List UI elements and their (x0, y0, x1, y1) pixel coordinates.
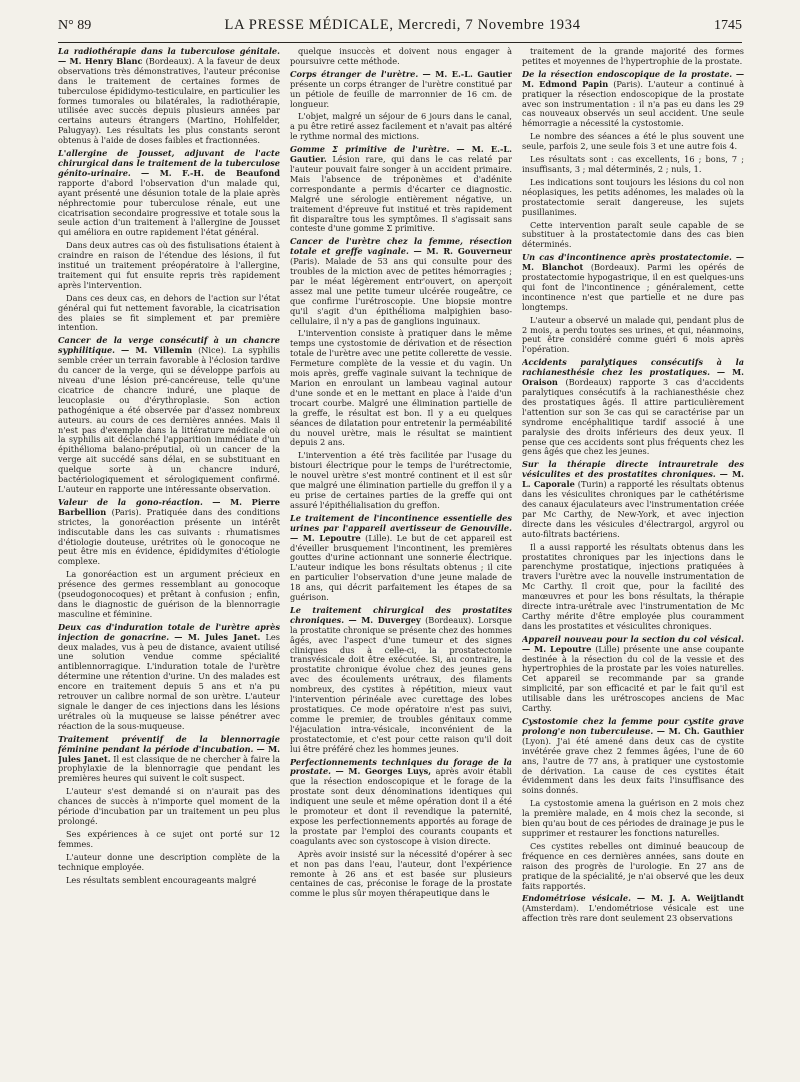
article-body: Dans ces deux cas, en dehors de l'action sur l'état général qui fut nettement favorable, la cicatrisation des plaies se fit simplement et par première intention. (58, 292, 280, 333)
article-body: Il a aussi rapporté les résultats obtenus dans les prostatites chroniques par les injections dans le parenchyme prostatique, injections pratiquées à travers l'urètre avec la nouvelle instrumentation de Mc Carthy. Il croit que, pour la facilité des manœuvres et pour les bons résultats, la thérapie directe intra-urétrale avec l'instrumentation de Mc Carthy mérite d'être employée plus couramment dans les prostatites et vésiculites chroniques. (522, 541, 744, 631)
article-body: Les résultats sont : cas excellents, 16 ; bons, 7 ; insuffisants, 3 ; mal déterminés, 2 ; nuls, 1. (522, 154, 744, 174)
article-body: Après avoir insisté sur la nécessité d'opérer à sec et non pas dans l'eau, l'auteur, dont l'expérience remonte à 26 ans et est basée sur plusieurs centaines de cas, préconise le forage de la prostate comme le plus sûr moyen thérapeutique dans le (290, 848, 512, 899)
article-body: (Paris). Malade de 53 ans qui consulte pour des troubles de la miction avec de petites hémorragies ; par le méat légèrement entr'ouvert, on aperçoit assez mal une petite tumeur ulcérée rougeâtre, ce que confirme l'urétroscopie. Une biopsie montre qu'il s'agit d'un épithélioma malpighien baso-cellulaire, il n'y a pas de ganglions inguinaux. (290, 256, 512, 326)
article-author: — M. Jules Janet. (174, 631, 261, 642)
article (290, 758, 512, 847)
paragraph (522, 221, 744, 251)
article (58, 336, 280, 495)
paragraph (58, 787, 280, 827)
article (290, 514, 512, 603)
issue-number: N° 89 (58, 18, 92, 33)
article-author: — M. F.-H. de Beaufond (141, 167, 280, 178)
article-author: — M. J. A. Weijtlandt (636, 893, 744, 904)
article-heading: Deux cas d'induration totale de l'urètre après injection de gonacrine. (58, 621, 280, 642)
article-body: rapporte d'abord l'observation d'un malade qui, ayant présenté une désunion totale de la plaie après néphrectomie pour tuberculose rénale, eut une cicatrisation secondaire progressive et totale sous la seule action d'un traitement à l'allergine de Jousset qui améliora en outre rapidement l'état général. (58, 177, 280, 238)
article-author: — M. Ch. Gauthier (656, 725, 744, 736)
paragraph (522, 543, 744, 632)
article-body: présente un corps étranger de l'urètre constitué par un pétiole de feuille de marronnier de 16 cm. de longueur. (290, 78, 512, 109)
article (290, 237, 512, 326)
article-heading: Endométriose vésicale. (522, 893, 631, 904)
article-heading: De la résection endoscopique de la prostate. (522, 68, 733, 79)
paragraph (290, 112, 512, 142)
article-heading: Perfectionnements techniques du forage de la prostate. (290, 756, 512, 777)
article-author: — M. Georges Luys, (335, 766, 432, 777)
article-body: (Nice). La syphilis semble créer un terrain favorable à l'éclosion tardive du cancer de la verge, qui se développe parfois au niveau d'une lésion pré-cancéreuse, telle qu'une cicatrice de chancre induré, une plaque de leucoplasie ou d'érythroplasie. Son action pathogénique a été observée par d'assez nombreux auteurs. au cours de ces dernières années. Mais il n'est pas d'exemple dans la littérature médicale où la syphilis ait déclanché l'apparition immédiate d'un épithélioma balano-préputial, où un cancer de la verge ait succédé sans délai, en se substituant en quelque sorte à un chancre induré, bactériologiquement et sérologiquement confirmé. L'auteur en rapporte une intéressante observation. (58, 345, 280, 494)
article-body: (Bordeaux). Parmi les opérés de prostatectomie hypogastrique, il en est quelques-uns qui font de l'incontinence ; généralement, cette incontinence n'est que partielle et ne dure pas longtemps. (522, 262, 744, 312)
article (522, 358, 744, 457)
article-body: Ses expériences à ce sujet ont porté sur 12 femmes. (58, 828, 280, 849)
article (58, 623, 280, 732)
paragraph (522, 155, 744, 175)
header-rule (58, 42, 742, 43)
article (290, 145, 512, 234)
article-body: Cette intervention paraît seule capable de se substituer à la prostatectomie dans des cas bien déterminés. (522, 219, 744, 250)
paragraph (290, 451, 512, 510)
column-2 (290, 47, 512, 1077)
paragraph (522, 132, 744, 152)
article-heading: Valeur de la gono-réaction. (58, 496, 203, 507)
article-body: L'auteur donne une description complète de la technique employée. (58, 851, 280, 872)
article-body: Ces cystites rebelles ont diminué beaucoup de fréquence en ces dernières années, sans doute en raison des progrès de l'urologie. En 27 ans de pratique de la spécialité, je n'ai observé que les deux faits rapportés. (522, 840, 744, 891)
article-body: La gonoréaction est un argument précieux en présence des germes ressemblant au gonocoque (pseudogonocoques) et prêtant à confusion ; enfin, dans le diagnostic de guérison de la blennorragie masculine et féminine. (58, 569, 280, 619)
article (58, 149, 280, 238)
article-author: — M. Duvergey (348, 614, 421, 625)
paragraph (290, 329, 512, 448)
article-author: — M. Lepoutre (290, 532, 361, 543)
article-heading: Sur la thérapie directe intrauretrale des vésiculites et des prostatites chroniques. (522, 459, 744, 480)
paragraph (58, 570, 280, 620)
article-author: — M. E.-L. Gautier (422, 68, 512, 79)
article-body: (Lille). Le but de cet appareil est d'éveiller brusquement l'incontinent, les premières gouttes d'urine actionnant une sonnerie électrique. L'auteur indique les bons résultats obtenus ; il cite en particulier l'observation d'une jeune malade de 18 ans, qui décrit parfaitement les étapes de sa guérison. (290, 532, 512, 603)
article-body: L'auteur a observé un malade qui, pendant plus de 2 mois, a perdu toutes ses urines, et qui, néanmoins, peut être considéré comme guéri 6 mois après l'opération. (522, 314, 744, 355)
article-heading: La radiothérapie dans la tuberculose génitale. (58, 47, 280, 56)
article-body: Les indications sont toujours les lésions du col non néoplasiques, les petits adénomes, les malades où la prostatectomie serait dangereuse, les sujets pusillanimes. (522, 176, 744, 217)
paragraph (522, 47, 744, 67)
article-body: (Bordeaux). Lorsque la prostatite chronique se présente chez des hommes âgés, avec l'aspect d'une tumeur et des signes cliniques dus à celle-ci, la prostatectomie transvésicale doit être exécutée. Si, au contraire, la prostatite chronique évolue chez des jeunes gens avec des écoulements urétraux, des filaments nombreux, des cystites à répétition, mieux vaut l'intervention périnéale avec curettage des lobes prostatiques. Ce mode opératoire n'est pas suivi, comme le premier, de troubles génitaux comme l'éjaculation intra-vésicale, inconvénient de la prostatectomie, et c'est pour cette raison qu'il doit lui être préféré chez les hommes jeunes. (290, 614, 512, 754)
article-heading: Gomme Σ primitive de l'urètre. (290, 144, 450, 155)
text-columns (58, 47, 744, 1077)
article (522, 460, 744, 539)
article-body: (Bordeaux). A la faveur de deux observations très démonstratives, l'auteur préconise dans le traitement de certaines formes de tuberculose épididymo-testiculaire, en particulier les formes tumorales ou bilatérales, la radiothérapie, utilisée avec succès depuis plusieurs années par certains auteurs étrangers (Martino, Hohlfelder, Palugyay). Les résultats les plus constants seront obtenus à l'aide de doses faibles et fractionnées. (58, 55, 280, 146)
paragraph (522, 316, 744, 356)
article-author: — M. Lepoutre (522, 643, 592, 654)
paragraph (58, 294, 280, 334)
article-body: (Paris). Pratiquée dans des conditions strictes, la gonoréaction présente un intérêt indiscutable dans les cas suivants : rhumatismes d'étiologie douteuse, urétrites où le gonocoque ne peut être mis en évidence, épididymites d'étiologie complexe. (58, 506, 280, 567)
article-author: — M. Villemin (121, 345, 193, 356)
article-body: Le nombre des séances a été le plus souvent une seule, parfois 2, une seule fois 3 et une autre fois 4. (522, 131, 744, 152)
article-body: quelque insuccès et doivent nous engager à poursuivre cette méthode. (290, 47, 512, 66)
article (522, 635, 744, 714)
column-3 (522, 47, 744, 1077)
paragraph (290, 47, 512, 67)
article (522, 717, 744, 796)
article-author: — M. Edmond Papin (522, 68, 744, 89)
article-heading: Appareil nouveau pour la section du col vésical. (522, 633, 744, 644)
article-heading: Accidents paralytiques consécutifs à la rachianesthésie chez les prostatiques. (522, 357, 744, 378)
page-number: 1745 (713, 18, 742, 33)
article-body: Lésion rare, qui dans le cas relaté par l'auteur pouvait faire songer à un accident primaire. Mais l'absence de tréponèmes et d'adénite correspondante a permis d'écarter ce diagnostic. Malgré une sérologie entièrement négative, un traitement d'épreuve fut institué et très rapidement fit disparaître tous les symptômes. Il s'agissait sans conteste d'une gomme Σ primitive. (290, 154, 512, 234)
page-header (58, 17, 742, 39)
article-body: Il est classique de ne chercher à faire la prophylaxie de la blennorragie que pendant les premières heures qui suivent le coït suspect. (58, 753, 280, 784)
article-body: L'auteur s'est demandé si on n'aurait pas des chances de succès à n'importe quel moment de la période d'incubation par un traitement un peu plus prolongé. (58, 786, 280, 826)
paragraph (58, 876, 280, 886)
article-heading: Cystostomie chez la femme pour cystite grave prolong'e non tuberculeuse. (522, 716, 744, 736)
paragraph (522, 178, 744, 218)
article-author: — M. Henry Blanc (58, 55, 143, 66)
article-heading: Cancer de la verge consécutif à un chancre syphilitique. (58, 335, 280, 356)
paragraph (522, 799, 744, 839)
article-body: (Turin) a rapporté les résultats obtenus dans les vésiculites chroniques par le cathétérisme des canaux éjaculateurs avec l'instrumentation créée par Mc Carthy, de New-York, et avec injection directe dans les vésicules d'électrargol, argyrol ou auto-filtrats bactériens. (522, 479, 744, 539)
article-author: — M. Jules Janet. (58, 743, 280, 764)
article-body: Les résultats semblent encourageants malgré (66, 874, 257, 885)
paragraph (58, 241, 280, 291)
article-heading: L'allergine de Jousset, adjuvant de l'acte chirurgical dans le traitement de la tuberculose génito-urinaire. (58, 148, 280, 178)
article-body: (Lyon). J'ai été amené dans deux cas de cystite invétérée grave chez 2 femmes âgées, l'une de 60 ans, l'autre de 77 ans, à pratiquer une cystostomie de dérivation. La cause de ces cystites était évidemment dans les deux faits l'insuffisance des soins donnés. (522, 735, 744, 796)
article-body: L'intervention a été très facilitée par l'usage du bistouri électrique pour le temps de l'urétrectomie, le nouvel urètre s'est montré continent et il est sûr que malgré une élimination partielle du greffon il y a eu prise de certaines parties de la greffe qui ont assuré l'épithélialisation du greffon. (290, 450, 512, 510)
article (58, 735, 280, 785)
article-heading: Corps étranger de l'urètre. (290, 68, 419, 79)
article-body: (Bordeaux) rapporte 3 cas d'accidents paralytiques consécutifs à la rachianesthésie chez des prostatiques âgés. Il attire particulièrement l'attention sur son 3e cas qui se caractérise par un syndrome encéphalitique tardif associé à une paralysie des droits inférieurs des deux yeux. Il pense que ces accidents sont plus fréquents chez les gens âgés que chez les jeunes. (522, 377, 744, 457)
article (522, 894, 744, 924)
article-body: (Lille) présente une anse coupante destinée à la résection du col de la vessie et des hypertrophies de la prostate par les voies naturelles. Cet appareil se recommande par sa grande simplicité, par son efficacité et par le fait qu'il est utilisable dans les urétroscopes anciens de Mac Carthy. (522, 643, 744, 714)
journal-title: LA PRESSE MÉDICALE, Mercredi, 7 Novembre 1934 (224, 17, 581, 33)
article-body: traitement de la grande majorité des formes petites et moyennes de l'hypertrophie de la prostate. (522, 47, 744, 66)
article (58, 498, 280, 567)
article (522, 70, 744, 129)
article (58, 47, 280, 146)
article-body: La cystostomie amena la guérison en 2 mois chez la première malade, en 4 mois chez la seconde, si bien qu'au bout de ces périodes de drainage je pus le supprimer et restaurer les fonctions naturelles. (522, 798, 744, 838)
article-body: Les deux malades, vus à peu de distance, avaient utilisé une solution vendue comme spécialité antiblennorragique. L'induration totale de l'urètre détermine une rétention d'urine. Un des malades est encore en traitement depuis 5 ans et n'a pu retrouver un calibre normal de son urètre. L'auteur signale le danger de ces injections dans les lésions urétrales où la muqueuse se laisse pénétrer avec réaction de la sous-muqueuse. (58, 631, 280, 731)
paragraph (522, 842, 744, 892)
article-heading: Un cas d'incontinence après prostatectomie. (522, 252, 732, 263)
article (522, 253, 744, 312)
article-body: L'objet, malgré un séjour de 6 jours dans le canal, a pu être retiré assez facilement et n'avait pas altéré le rythme normal des mictions. (290, 111, 512, 142)
article-body: (Paris). L'auteur a continué à pratiquer la résection endoscopique de la prostate avec son instrumentation : il n'a pas eu dans les 29 cas nouveaux observés un seul accident. Une seule hémorragie a nécessité la cystostomie. (522, 78, 744, 129)
article-author: — M. E.-L. Gautier. (290, 144, 512, 165)
article-body: après avoir établi que la résection endoscopique et le forage de la prostate sont deux dénominations identiques qui indiquent une seule et même opération dont il a été le promoteur et dont il revendique la paternité, expose les perfectionnements apportés au forage de la prostate par l'emploi des courants coupants et coagulants avec son cystoscope à vision directe. (290, 766, 512, 846)
article-author: — M. Blanchot (522, 252, 744, 273)
article-body: Dans deux autres cas où des fistulisations étaient à craindre en raison de l'étendue des lésions, il fut institué un traitement préopératoire à l'allergine, traitement qui fut ensuite repris très rapidement après l'intervention. (58, 240, 280, 290)
article-author: — M. Oraison (522, 367, 744, 388)
article-heading: Le traitement de l'incontinence essentielle des urines par l'appareil avertisseur de Genouville. (290, 512, 512, 533)
article (290, 70, 512, 110)
paragraph (58, 830, 280, 850)
article-author: — M. R. Gouverneur (413, 246, 512, 257)
article (290, 606, 512, 755)
article-body: L'intervention consiste à pratiquer dans le même temps une cystostomie de dérivation et de résection totale de l'urètre avec une petite collerette de vessie. Fermeture complète de la vessie et du vagin. Un mois après, greffe vaginale suivant la technique de Marion en enroulant un lambeau vaginal autour d'une sonde et en le mettant en place à l'aide d'un trocart courbe. Malgré une élimination partielle de la greffe, le résultat est bon. Il y a eu quelques séances de dilatation pour entretenir la perméabilité du nouvel urètre, mais le résultat se maintient depuis 2 ans. (290, 328, 512, 448)
article-body: (Amsterdam). L'endométriose vésicale est une affection très rare dont seulement 23 observations (522, 903, 744, 924)
article-heading: Le traitement chirurgical des prostatites chroniques. (290, 604, 512, 625)
article-heading: Cancer de l'urètre chez la femme, résection totale et greffe vaginale. (290, 236, 512, 257)
article-heading: Traitement préventif de la blennorragie féminine pendant la période d'incubation. (58, 733, 280, 754)
article-author: — M. Pierre Barbellion (58, 496, 280, 517)
paragraph (58, 853, 280, 873)
paragraph (290, 850, 512, 900)
article-author: — M. L. Caporale (522, 469, 744, 490)
column-1 (58, 47, 280, 1077)
